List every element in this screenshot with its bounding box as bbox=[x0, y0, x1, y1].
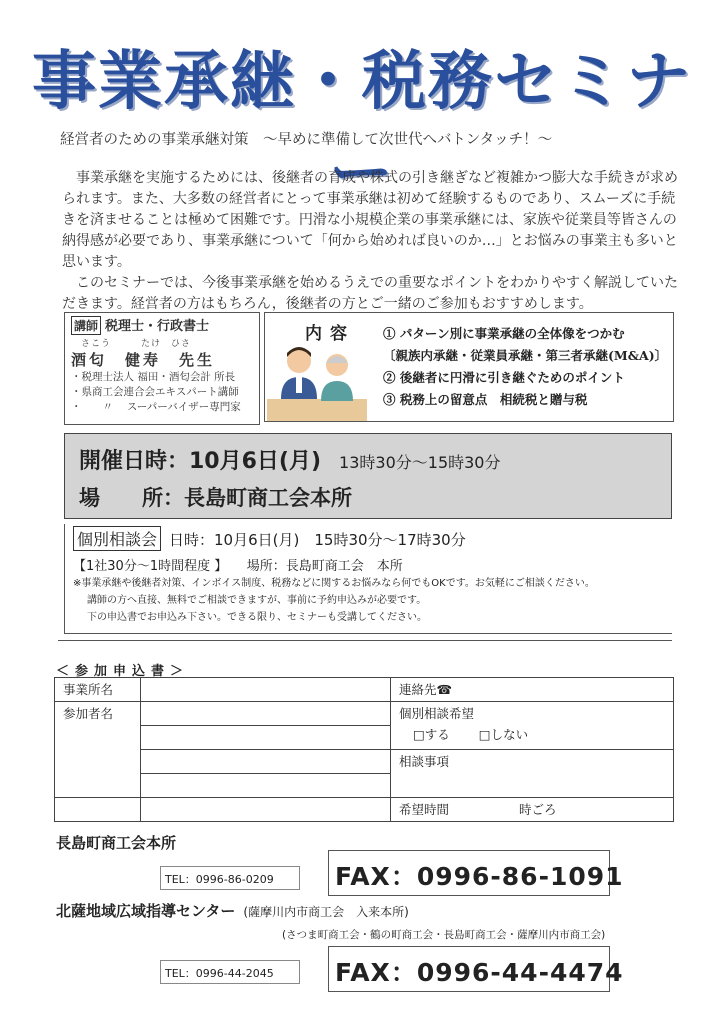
lecturer-titles: 税理士・行政書士 bbox=[105, 319, 210, 334]
participant-field[interactable] bbox=[141, 750, 391, 774]
office-name-field[interactable] bbox=[141, 678, 391, 702]
participant-label: 参加者名 bbox=[55, 702, 141, 798]
lecturer-name: 酒匂 健寿 先生 bbox=[71, 351, 216, 369]
contents-list bbox=[383, 323, 667, 411]
event-time: 13時30分～15時30分 bbox=[339, 453, 501, 472]
contents-item: 〔親族内承継・従業員承継・第三者承継(M&A)〕 bbox=[383, 348, 668, 363]
contents-item: ③ 税務上の留意点 相続税と贈与税 bbox=[383, 392, 588, 407]
lecturer-box bbox=[64, 312, 260, 425]
intro-paragraph-2: このセミナーでは、今後事業承継を始めるうえでの重要なポイントをわかりやすく解説していただきます。経営者の方はもちろん，後継者の方とご一緒のご参加もおすすめします。 bbox=[62, 275, 678, 312]
wish-time-label: 希望時間 bbox=[399, 802, 450, 817]
org-name-hokusatsu bbox=[56, 900, 409, 921]
contents-title: 内容 bbox=[305, 324, 355, 344]
org-name-nagashima: 長島町商工会本所 bbox=[56, 834, 177, 852]
application-form bbox=[54, 677, 674, 822]
event-venue: 場 所：長島町商工会本所 bbox=[79, 486, 352, 510]
event-date bbox=[79, 444, 501, 475]
org-name-hokusatsu-sub: (薩摩川内市商工会 入来本所) bbox=[243, 905, 409, 919]
consultation-note: ※事業承継や後継者対策、インボイス制度、税務などに関するお悩みなら何でもOKです。お気軽にご相談ください。 bbox=[73, 578, 595, 589]
wish-time-field[interactable] bbox=[391, 798, 674, 822]
fax-hokusatsu: FAX：0996-44-4474 bbox=[328, 946, 610, 992]
participant-field[interactable] bbox=[141, 774, 391, 798]
consult-wish-label: 個別相談希望 bbox=[399, 706, 475, 721]
page-title: 事業承継・税務セミナー bbox=[32, 45, 692, 211]
lecturer-ruby: さこう たけ ひさ bbox=[81, 339, 192, 349]
office-name-label: 事業所名 bbox=[55, 678, 141, 702]
consultation-note: 講師の方へ直接、無料でご相談できますが、事前に予約申込みが必要です。 bbox=[87, 595, 427, 606]
contact-label: 連絡先☎ bbox=[399, 682, 453, 697]
consult-item-field[interactable] bbox=[391, 750, 674, 798]
consultation-illustration-icon bbox=[267, 337, 367, 421]
tel-nagashima: TEL：0996-86-0209 bbox=[160, 866, 300, 890]
intro-paragraph-1: 事業承継を実施するためには、後継者の育成や株式の引き継ぎなど複雑かつ膨大な手続きが求められます。また、大多数の経営者にとって事業承継は初めて経験するものであり、スムーズに手続きを済ませることは極めて困難です。円滑な小規模企業の事業承継には、家族や従業員等皆さんの納得感が必要であり、事業承継について「何から始めれば良いのか…」とお悩みの事業主も多いと思います。 bbox=[62, 170, 678, 270]
blank-cell bbox=[55, 798, 141, 822]
lecturer-affiliation: ・税理士法人 福田・酒匂会計 所長 bbox=[71, 371, 236, 383]
wish-time-suffix: 時ごろ bbox=[519, 802, 557, 817]
lecturer-affiliation: ・ 〃 スーパーバイザー専門家 bbox=[71, 401, 241, 413]
participant-field[interactable] bbox=[141, 798, 391, 822]
consultation-note: 下の申込書でお申込み下さい。できる限り、セミナーも受講してください。 bbox=[87, 612, 427, 623]
participant-field[interactable] bbox=[141, 702, 391, 726]
lecturer-tag: 講師 bbox=[71, 316, 101, 335]
lecturer-affiliation: ・県商工会連合会エキスパート講師 bbox=[71, 386, 239, 398]
contents-box bbox=[264, 312, 674, 422]
divider bbox=[58, 640, 672, 641]
consult-no-checkbox[interactable]: □しない bbox=[478, 727, 529, 742]
consultation-tag: 個別相談会 bbox=[73, 526, 161, 551]
contact-field[interactable] bbox=[391, 678, 674, 702]
consultation-box bbox=[64, 524, 672, 634]
consultation-duration: 【1社30分～1時間程度 】 bbox=[73, 559, 221, 574]
intro-text bbox=[62, 168, 682, 315]
consultation-place: 場所：長島町商工会 本所 bbox=[246, 559, 403, 574]
consult-wish-cell bbox=[391, 702, 674, 750]
contents-item: ② 後継者に円滑に引き継ぐためのポイント bbox=[383, 370, 625, 385]
participant-field[interactable] bbox=[141, 726, 391, 750]
contents-item: ① パターン別に事業承継の全体像をつかむ bbox=[383, 326, 625, 341]
consultation-datetime: 日時：10月6日(月) 15時30分～17時30分 bbox=[169, 531, 466, 549]
page-subtitle: 経営者のための事業承継対策 ～早めに準備して次世代へバトンタッチ！～ bbox=[60, 132, 553, 148]
org-name-hokusatsu-main: 北薩地域広域指導センター bbox=[56, 902, 236, 920]
consult-item-label: 相談事項 bbox=[399, 754, 450, 769]
member-org-list: (さつま町商工会・鶴の町商工会・長島町商工会・薩摩川内市商工会) bbox=[282, 929, 606, 941]
consult-yes-checkbox[interactable]: □する bbox=[413, 727, 450, 742]
event-info-box bbox=[64, 433, 672, 519]
event-date-label: 開催日時：10月6日(月) bbox=[79, 449, 322, 474]
form-heading: ＜参加申込書＞ bbox=[56, 664, 190, 679]
tel-hokusatsu: TEL：0996-44-2045 bbox=[160, 960, 300, 984]
fax-nagashima: FAX：0996-86-1091 bbox=[328, 850, 610, 896]
